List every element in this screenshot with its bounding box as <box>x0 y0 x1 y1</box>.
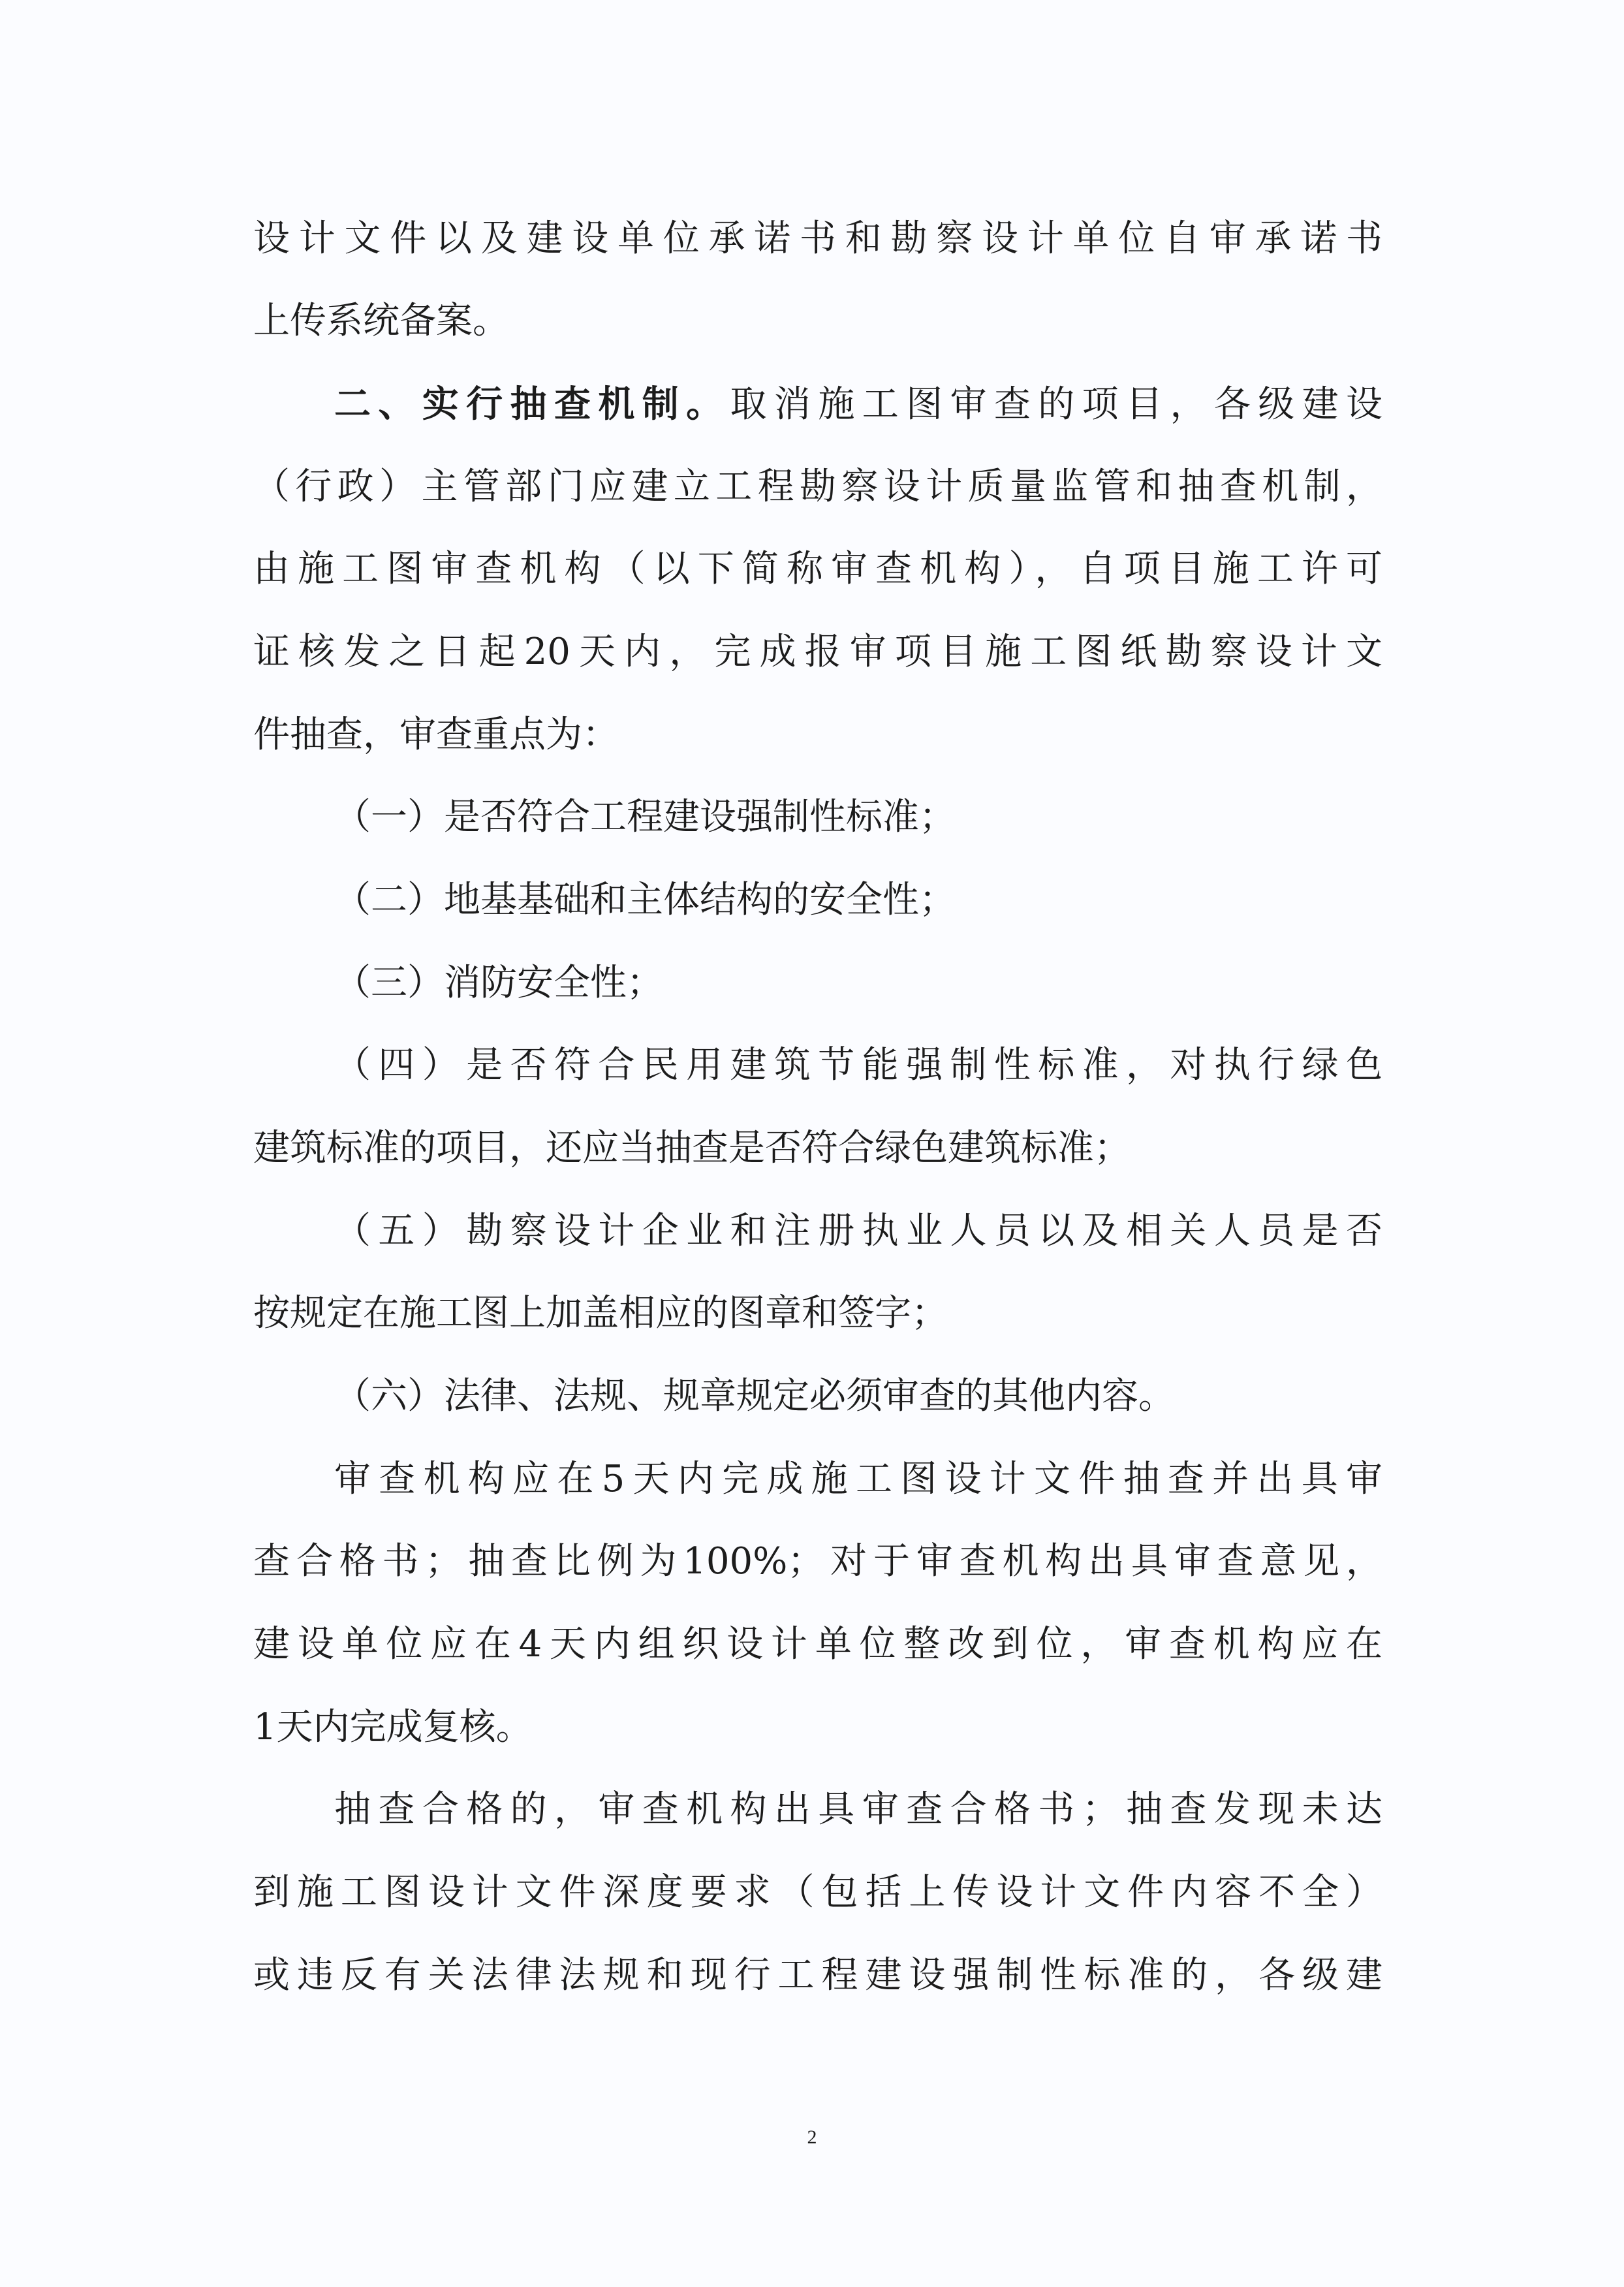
body-line: 审查机构应在5天内完成施工图设计文件抽查并出具审 <box>334 1458 1382 1500</box>
body-line: 或违反有关法律法规和现行工程建设强制性标准的，各级建 <box>253 1954 1382 1996</box>
body-line: （行政）主管部门应建立工程勘察设计质量监管和抽查机制， <box>253 465 1382 508</box>
body-line: 上传系统备案。 <box>253 300 509 342</box>
body-line: 建设单位应在4天内组织设计单位整改到位，审查机构应在 <box>253 1623 1382 1665</box>
list-item: （六）法律、法规、规章规定必须审查的其他内容。 <box>334 1375 1175 1417</box>
list-item: （二）地基基础和主体结构的安全性； <box>334 879 956 921</box>
body-line: 1天内完成复核。 <box>253 1706 533 1748</box>
list-item: （三）消防安全性； <box>334 962 663 1004</box>
page-number: 2 <box>807 2126 817 2148</box>
list-item: （五）勘察设计企业和注册执业人员以及相关人员是否 <box>334 1210 1382 1252</box>
body-line: 证核发之日起20天内，完成报审项目施工图纸勘察设计文 <box>253 631 1382 673</box>
list-item: （四）是否符合民用建筑节能强制性标准，对执行绿色 <box>334 1044 1382 1086</box>
body-line: 到施工图设计文件深度要求（包括上传设计文件内容不全） <box>253 1871 1382 1914</box>
body-text: 取消施工图审查的项目，各级建设 <box>730 383 1383 426</box>
body-line: 件抽查，审查重点为： <box>253 714 619 756</box>
list-item-continuation: 建筑标准的项目，还应当抽查是否符合绿色建筑标准； <box>253 1127 1131 1169</box>
body-line: 查合格书；抽查比例为100%；对于审查机构出具审查意见， <box>253 1540 1382 1583</box>
body-line: 由施工图审查机构（以下简称审查机构），自项目施工许可 <box>253 548 1382 590</box>
list-item: （一）是否符合工程建设强制性标准； <box>334 796 956 838</box>
section-heading: 二、实行抽查机制。 <box>334 383 730 426</box>
section-paragraph-line <box>334 381 1382 428</box>
list-item-continuation: 按规定在施工图上加盖相应的图章和签字； <box>253 1292 948 1334</box>
body-line: 抽查合格的，审查机构出具审查合格书；抽查发现未达 <box>334 1788 1382 1831</box>
body-line: 设计文件以及建设单位承诺书和勘察设计单位自审承诺书 <box>253 217 1382 260</box>
